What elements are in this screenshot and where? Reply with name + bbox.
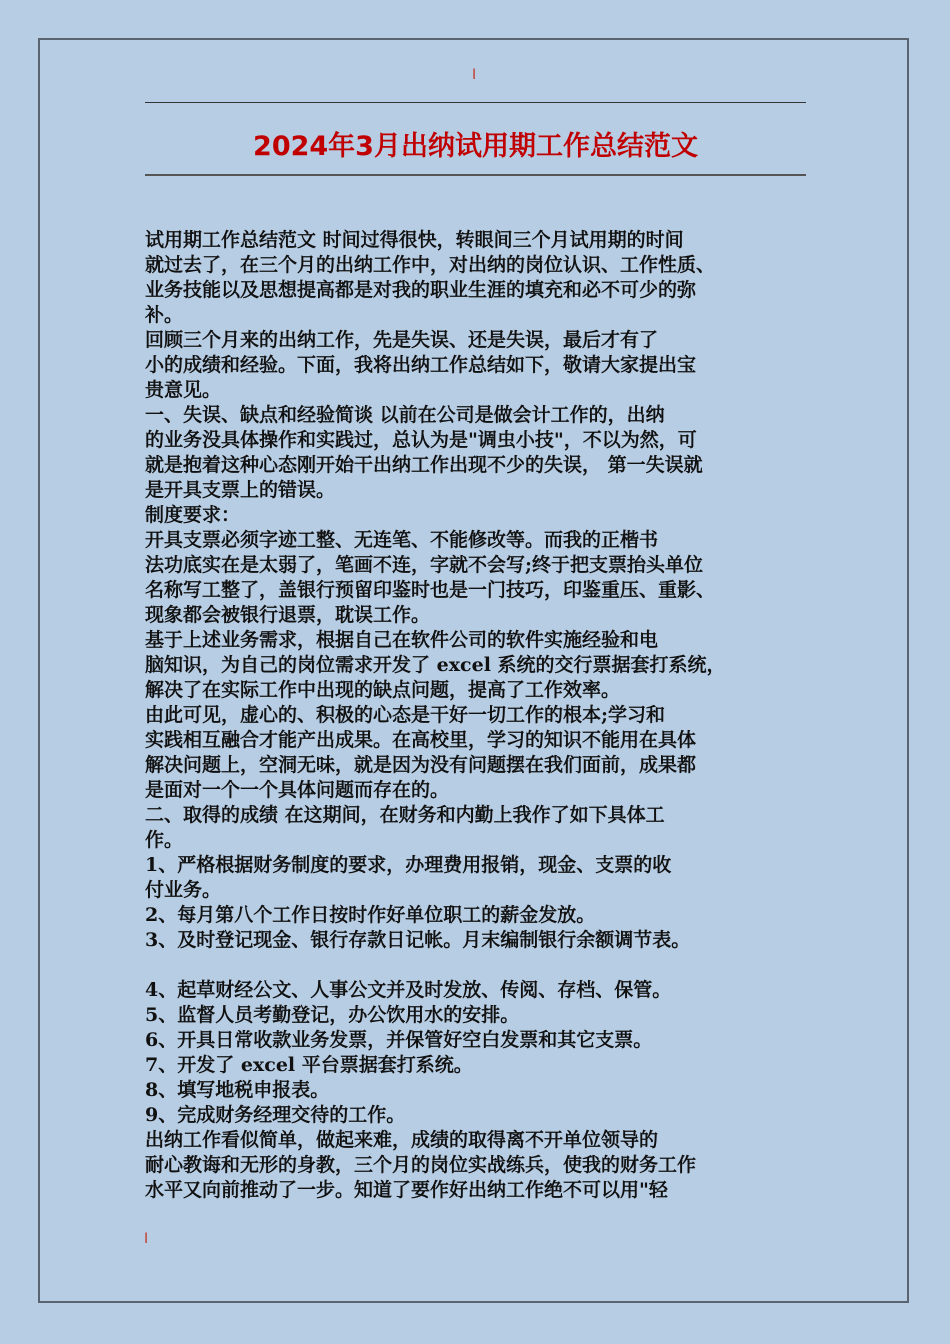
document-body [145,228,821,1203]
body-line: 的业务没具体操作和实践过，总认为是"调虫小技"，不以为然，可 [145,429,697,451]
body-line: 9、完成财务经理交待的工作。 [145,1104,406,1126]
body-line: 6、开具日常收款业务发票，并保管好空白发票和其它支票。 [145,1029,653,1051]
body-line: 业务技能以及思想提高都是对我的职业生涯的填充和必不可少的弥 [145,279,697,301]
title-rule [145,174,806,176]
document-title: 2024年3月出纳试用期工作总结范文 [253,131,698,162]
body-line: 二、取得的成绩 在这期间，在财务和内勤上我作了如下具体工 [145,804,665,826]
body-line: 贵意见。 [145,379,222,401]
body-line: 1、严格根据财务制度的要求，办理费用报销，现金、支票的收 [145,854,672,876]
body-line: 基于上述业务需求，根据自己在软件公司的软件实施经验和电 [145,629,659,651]
body-line: 4、起草财经公文、人事公文并及时发放、传阅、存档、保管。 [145,979,672,1001]
body-line: 7、开发了 excel 平台票据套打系统。 [145,1054,473,1076]
body-line: 2、每月第八个工作日按时作好单位职工的薪金发放。 [145,904,596,926]
body-line [145,953,821,978]
body-line: 3、及时登记现金、银行存款日记帐。月末编制银行余额调节表。 [145,929,691,951]
body-line: 补。 [145,304,184,326]
body-line: 法功底实在是太弱了，笔画不连，字就不会写;终于把支票抬头单位 [145,554,704,576]
body-line: 一、失误、缺点和经验简谈 以前在公司是做会计工作的，出纳 [145,404,665,426]
body-line: 是面对一个一个具体问题而存在的。 [145,779,450,801]
body-line: 名称写工整了，盖银行预留印鉴时也是一门技巧，印鉴重压、重影、 [145,579,716,601]
body-line: 实践相互融合才能产出成果。在高校里，学习的知识不能用在具体 [145,729,697,751]
footer-marker: I [144,1231,149,1247]
body-line: 试用期工作总结范文 时间过得很快，转眼间三个月试用期的时间 [145,229,684,251]
header-rule [145,102,806,103]
body-line: 开具支票必须字迹工整、无连笔、不能修改等。而我的正楷书 [145,529,659,551]
body-line: 由此可见，虚心的、积极的心态是干好一切工作的根本;学习和 [145,704,666,726]
body-line: 耐心教诲和无形的身教，三个月的岗位实战练兵，使我的财务工作 [145,1154,697,1176]
body-line: 现象都会被银行退票，耽误工作。 [145,604,431,626]
body-line: 就过去了，在三个月的出纳工作中，对出纳的岗位认识、工作性质、 [145,254,716,276]
body-line: 脑知识，为自己的岗位需求开发了 excel 系统的交行票据套打系统， [145,654,726,676]
body-line: 就是抱着这种心态刚开始干出纳工作出现不少的失误， 第一失误就 [145,454,703,476]
body-line: 是开具支票上的错误。 [145,479,336,501]
body-line: 制度要求： [145,504,241,526]
body-line: 回顾三个月来的出纳工作，先是失误、还是失误，最后才有了 [145,329,659,351]
body-line: 作。 [145,829,184,851]
header-marker: I [472,67,477,83]
body-line: 出纳工作看似简单，做起来难，成绩的取得离不开单位领导的 [145,1129,659,1151]
body-line: 水平又向前推动了一步。知道了要作好出纳工作绝不可以用"轻 [145,1179,668,1201]
body-line: 解决问题上，空洞无味，就是因为没有问题摆在我们面前，成果都 [145,754,697,776]
body-line: 付业务。 [145,879,222,901]
body-line: 小的成绩和经验。下面，我将出纳工作总结如下，敬请大家提出宝 [145,354,697,376]
body-line: 5、监督人员考勤登记，办公饮用水的安排。 [145,1004,520,1026]
body-line: 解决了在实际工作中出现的缺点问题，提高了工作效率。 [145,679,621,701]
body-line: 8、填写地税申报表。 [145,1079,330,1101]
